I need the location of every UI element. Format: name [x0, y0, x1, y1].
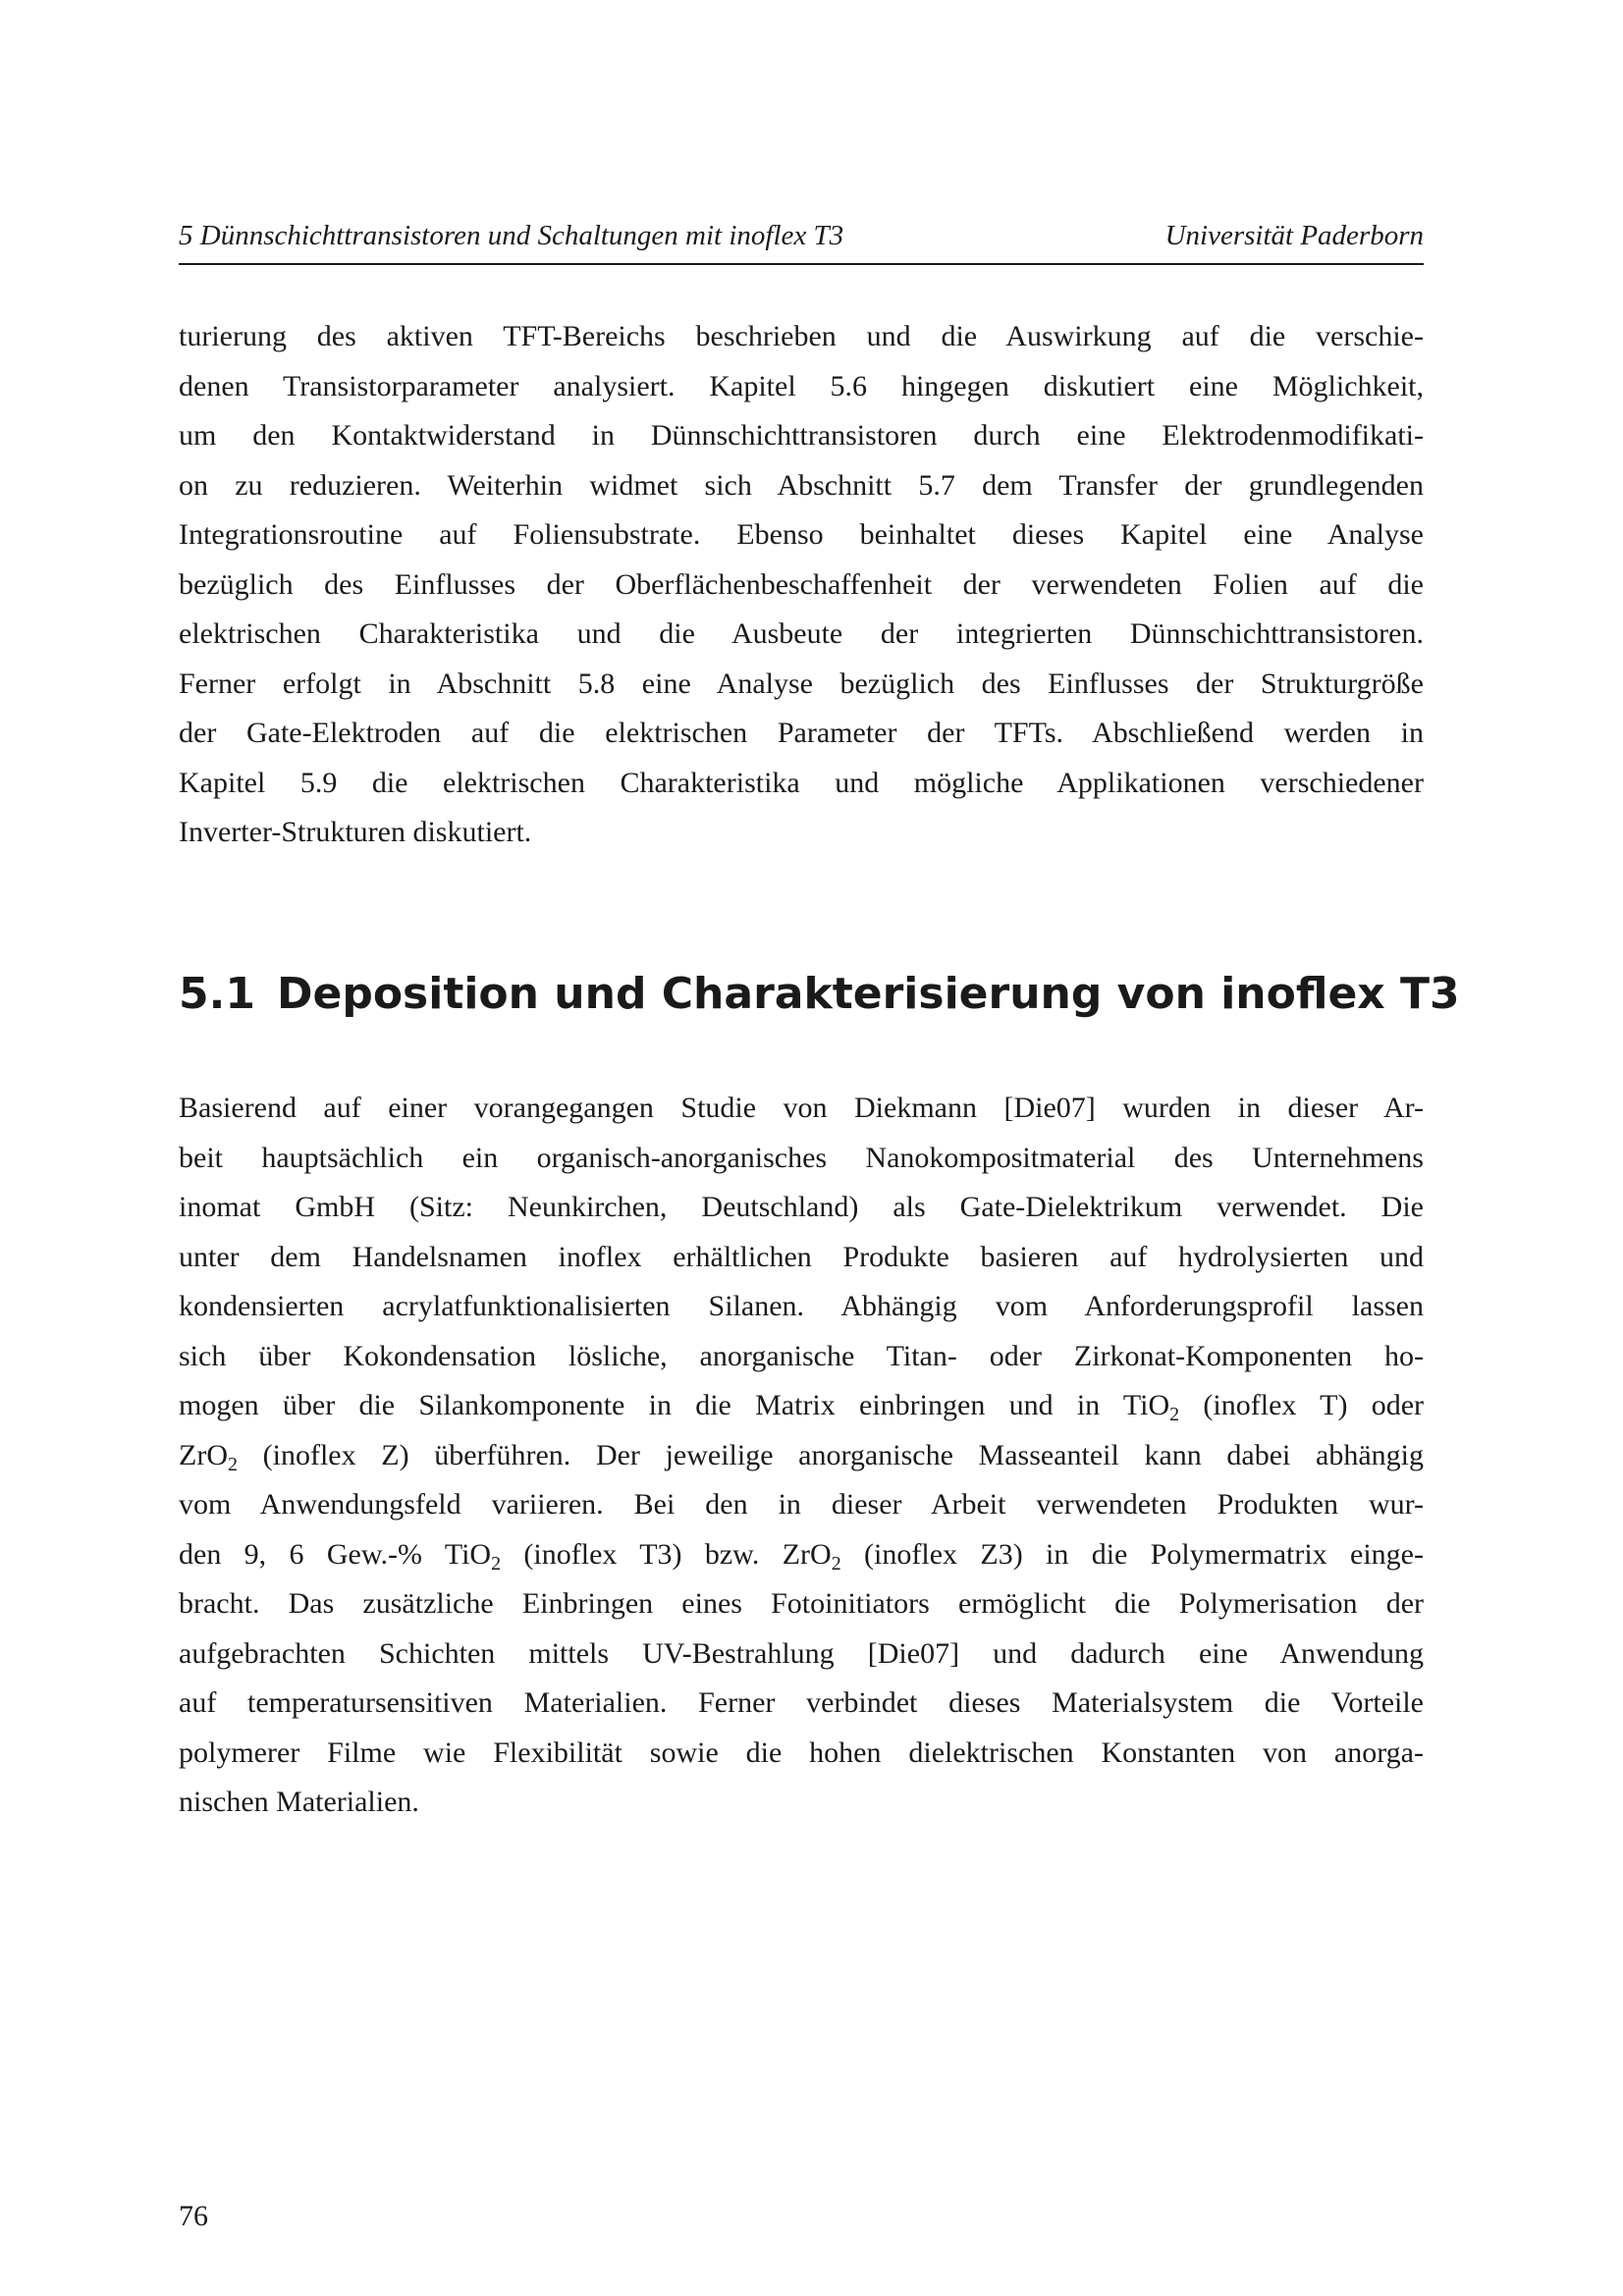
text-line: um den Kontaktwiderstand in Dünnschichttransistoren durch eine Elektrodenmodifikati-: [179, 419, 1424, 452]
text-line: [179, 1530, 1424, 1580]
text-line: Basierend auf einer vorangegangen Studie von Diekmann [Die07] wurden in dieser Ar-: [179, 1092, 1424, 1124]
text-line: kondensierten acrylatfunktionalisierten Silanen. Abhängig vom Anforderungsprofil lassen: [179, 1290, 1424, 1322]
page-number: 76: [179, 2200, 208, 2232]
text-line: Integrationsroutine auf Foliensubstrate. Ebenso beinhaltet dieses Kapitel eine Analyse: [179, 518, 1424, 551]
text-line: bracht. Das zusätzliche Einbringen eines Fotoinitiators ermöglicht die Polymerisation der: [179, 1587, 1424, 1620]
text-fragment: mogen über die Silankomponente in die Matrix einbringen und in TiO: [179, 1389, 1170, 1421]
section-title: Deposition und Charakterisierung von inoflex T3: [276, 969, 1460, 1019]
text-line: vom Anwendungsfeld variieren. Bei den in dieser Arbeit verwendeten Produkten wur-: [179, 1488, 1424, 1521]
text-line: [179, 1431, 1424, 1481]
section-paragraph: [179, 1084, 1424, 1828]
text-line: beit hauptsächlich ein organisch-anorganisches Nanokompositmaterial des Unternehmens: [179, 1141, 1424, 1174]
text-fragment: ZrO: [179, 1438, 228, 1471]
text-line: Ferner erfolgt in Abschnitt 5.8 eine Analyse bezüglich des Einflusses der Strukturgröße: [179, 667, 1424, 700]
section-heading: [179, 965, 1460, 1024]
text-line: auf temperatursensitiven Materialien. Ferner verbindet dieses Materialsystem die Vorteile: [179, 1686, 1424, 1719]
text-fragment: (inoflex Z) überführen. Der jeweilige anorganische Masseanteil kann dabei abhängig: [237, 1438, 1424, 1471]
text-fragment: (inoflex T) oder: [1179, 1389, 1424, 1421]
subscript: 2: [1169, 1404, 1180, 1425]
text-line: inomat GmbH (Sitz: Neunkirchen, Deutschland) als Gate-Dielektrikum verwendet. Die: [179, 1191, 1424, 1223]
text-line: nischen Materialien.: [179, 1786, 419, 1818]
text-line: aufgebrachten Schichten mittels UV-Bestrahlung [Die07] und dadurch eine Anwendung: [179, 1636, 1424, 1670]
text-line: [179, 1381, 1424, 1431]
text-line: Kapitel 5.9 die elektrischen Charakteristika und mögliche Applikationen verschiedener: [179, 766, 1424, 799]
text-line: denen Transistorparameter analysiert. Kapitel 5.6 hingegen diskutiert eine Möglichkeit,: [179, 369, 1424, 402]
section-number: 5.1: [179, 969, 255, 1019]
intro-paragraph: [179, 312, 1424, 858]
text-line: polymerer Filme wie Flexibilität sowie die hohen dielektrischen Konstanten von anorga-: [179, 1735, 1424, 1769]
text-line: unter dem Handelsnamen inoflex erhältlichen Produkte basieren auf hydrolysierten und: [179, 1240, 1424, 1273]
header-chapter-title: 5 Dünnschichttransistoren und Schaltungen mit inoflex T3: [179, 220, 844, 251]
text-line: bezüglich des Einflusses der Oberflächenbeschaffenheit der verwendeten Folien auf die: [179, 567, 1424, 601]
text-line: on zu reduzieren. Weiterhin widmet sich Abschnitt 5.7 dem Transfer der grundlegenden: [179, 468, 1424, 502]
subscript: 2: [831, 1552, 841, 1575]
subscript: 2: [227, 1453, 238, 1475]
header-institution: Universität Paderborn: [1164, 220, 1424, 251]
text-fragment: den 9, 6 Gew.-% TiO: [179, 1537, 492, 1571]
text-line: elektrischen Charakteristika und die Ausbeute der integrierten Dünnschichttransistoren.: [179, 617, 1424, 650]
text-fragment: (inoflex T3) bzw. ZrO: [501, 1537, 832, 1571]
text-fragment: (inoflex Z3) in die Polymermatrix einge-: [840, 1537, 1424, 1571]
running-header: [179, 214, 1424, 265]
text-line: sich über Kokondensation lösliche, anorganische Titan- oder Zirkonat-Komponenten ho-: [179, 1339, 1424, 1372]
text-line: Inverter-Strukturen diskutiert.: [179, 816, 532, 848]
text-line: turierung des aktiven TFT-Bereichs beschrieben und die Auswirkung auf die verschie-: [179, 320, 1424, 352]
subscript: 2: [491, 1552, 502, 1575]
text-line: der Gate-Elektroden auf die elektrischen Parameter der TFTs. Abschließend werden in: [179, 717, 1424, 749]
